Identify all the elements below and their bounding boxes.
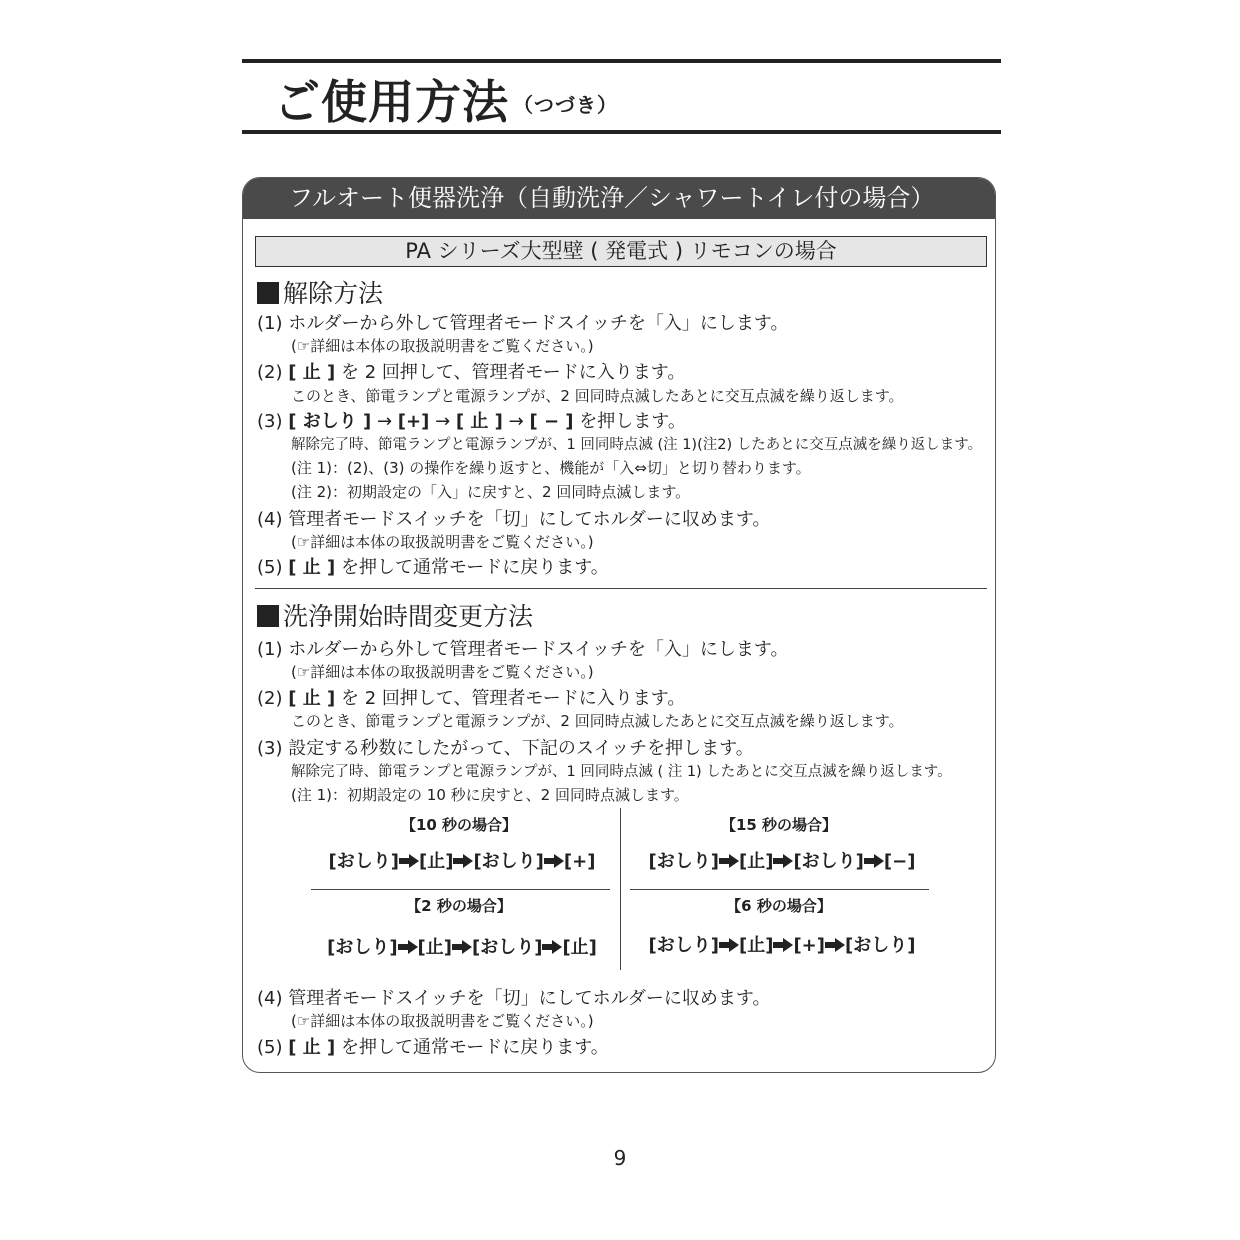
case-title-2s: 【2 秒の場合】 bbox=[406, 897, 512, 915]
case-title-15s: 【15 秒の場合】 bbox=[720, 816, 838, 834]
section2-step1-note: (☞詳細は本体の取扱説明書をご覧ください。) bbox=[291, 663, 594, 681]
section2-step2-note: このとき、節電ランプと電源ランプが、2 回同時点滅したあとに交互点滅を繰り返します。 bbox=[291, 712, 904, 730]
key-label: [おしり] bbox=[845, 935, 916, 956]
arrow-icon: → bbox=[376, 411, 393, 432]
section2-step4 bbox=[257, 984, 770, 1010]
page-title bbox=[274, 66, 618, 132]
section1-title bbox=[257, 274, 383, 310]
step-text: を 2 回押して、管理者モードに入ります。 bbox=[340, 362, 686, 383]
section1-step3-note2: (注 1)：(2)、(3) の操作を繰り返すと、機能が「入⇔切」と切り替わります。 bbox=[291, 459, 811, 477]
square-bullet-icon bbox=[257, 282, 279, 304]
section2-step2 bbox=[257, 684, 685, 710]
section2-step3 bbox=[257, 734, 754, 760]
step-number: (3) bbox=[257, 738, 283, 759]
arrow-icon bbox=[398, 937, 418, 958]
key-label: [+] bbox=[397, 411, 430, 432]
section1-title-text: 解除方法 bbox=[283, 279, 384, 308]
key-label: [ 止 ] bbox=[288, 557, 336, 578]
key-label: [おしり] bbox=[473, 851, 544, 872]
case-title-10s: 【10 秒の場合】 bbox=[400, 816, 518, 834]
key-label: [+] bbox=[793, 935, 825, 956]
arrow-icon bbox=[719, 851, 739, 872]
arrow-icon bbox=[773, 935, 793, 956]
key-label: [+] bbox=[563, 851, 596, 872]
page-title-main: ご使用方法 bbox=[274, 75, 509, 129]
section-divider bbox=[255, 588, 987, 589]
step-text: を 2 回押して、管理者モードに入ります。 bbox=[340, 688, 686, 709]
step-text: 管理者モードスイッチを「切」にしてホルダーに収めます。 bbox=[288, 988, 771, 1009]
section1-step3-note3: (注 2)：初期設定の「入」に戻すと、2 回同時点滅します。 bbox=[291, 483, 691, 501]
key-label: [おしり] bbox=[327, 937, 398, 958]
step-number: (5) bbox=[257, 1037, 283, 1058]
step-text: ホルダーから外して管理者モードスイッチを「入」にします。 bbox=[288, 313, 789, 334]
key-label: [ 止 ] bbox=[288, 1037, 336, 1058]
key-label: [ − ] bbox=[529, 411, 574, 432]
section1-step4-note: (☞詳細は本体の取扱説明書をご覧ください。) bbox=[291, 533, 594, 551]
step-number: (2) bbox=[257, 362, 283, 383]
section2-step1 bbox=[257, 635, 788, 661]
page-title-sub: （つづき） bbox=[513, 93, 618, 117]
sub-header: PA シリーズ大型壁 ( 発電式 ) リモコンの場合 bbox=[255, 236, 987, 267]
sequence-10s bbox=[307, 847, 617, 873]
key-label: [おしり] bbox=[472, 937, 543, 958]
key-label: [ おしり ] bbox=[288, 411, 372, 432]
content-box bbox=[242, 177, 996, 1073]
arrow-icon bbox=[544, 851, 564, 872]
arrow-icon bbox=[825, 935, 845, 956]
sequence-6s bbox=[627, 931, 937, 957]
section1-step3 bbox=[257, 407, 686, 433]
step-text: 設定する秒数にしたがって、下記のスイッチを押します。 bbox=[288, 738, 754, 759]
section2-title-text: 洗浄開始時間変更方法 bbox=[283, 602, 534, 631]
section1-step2 bbox=[257, 358, 685, 384]
arrow-icon bbox=[864, 851, 884, 872]
sequence-divider-right bbox=[630, 889, 929, 890]
section2-step4-note: (☞詳細は本体の取扱説明書をご覧ください。) bbox=[291, 1012, 594, 1030]
arrow-icon bbox=[719, 935, 739, 956]
step-number: (1) bbox=[257, 313, 283, 334]
arrow-icon bbox=[452, 937, 472, 958]
key-label: [おしり] bbox=[328, 851, 399, 872]
section2-title bbox=[257, 597, 533, 633]
key-label: [ 止 ] bbox=[288, 362, 336, 383]
step-number: (3) bbox=[257, 411, 283, 432]
step-number: (4) bbox=[257, 988, 283, 1009]
key-label: [ 止 ] bbox=[455, 411, 503, 432]
key-label: [おしり] bbox=[648, 851, 719, 872]
section1-step1 bbox=[257, 309, 788, 335]
key-label: [止] bbox=[739, 935, 774, 956]
section2-step3-note1: 解除完了時、節電ランプと電源ランプが、1 回同時点滅 ( 注 1) したあとに交互点滅を繰り返します。 bbox=[291, 764, 952, 780]
sequence-2s bbox=[307, 933, 617, 959]
arrow-icon bbox=[399, 851, 419, 872]
arrow-icon bbox=[773, 851, 793, 872]
arrow-icon bbox=[542, 937, 562, 958]
step-text: ホルダーから外して管理者モードスイッチを「入」にします。 bbox=[288, 639, 789, 660]
case-title-6s: 【6 秒の場合】 bbox=[726, 897, 832, 915]
sequence-divider-left bbox=[311, 889, 610, 890]
arrow-icon: → bbox=[435, 411, 451, 432]
square-bullet-icon bbox=[257, 605, 279, 627]
section1-step4 bbox=[257, 505, 770, 531]
key-label: [ 止 ] bbox=[288, 688, 336, 709]
page-number: 9 bbox=[613, 1146, 627, 1170]
key-label: [−] bbox=[883, 851, 916, 872]
step-number: (4) bbox=[257, 509, 283, 530]
section1-step5 bbox=[257, 553, 609, 579]
step-number: (1) bbox=[257, 639, 283, 660]
section2-step3-note2: (注 1)：初期設定の 10 秒に戻すと、2 回同時点滅します。 bbox=[291, 786, 689, 804]
sequence-15s bbox=[627, 847, 937, 873]
section1-step3-note1: 解除完了時、節電ランプと電源ランプが、1 回同時点滅 (注 1)(注2) したあとに交互点滅を繰り返します。 bbox=[291, 437, 983, 453]
key-label: [止] bbox=[417, 937, 452, 958]
step-text: を押して通常モードに戻ります。 bbox=[340, 557, 609, 578]
key-label: [止] bbox=[562, 937, 597, 958]
box-header: フルオート便器洗浄（自動洗浄／シャワートイレ付の場合） bbox=[243, 178, 995, 219]
key-label: [止] bbox=[739, 851, 774, 872]
title-rule-top bbox=[242, 59, 1001, 63]
step-number: (2) bbox=[257, 688, 283, 709]
section1-step2-note: このとき、節電ランプと電源ランプが、2 回同時点滅したあとに交互点滅を繰り返します。 bbox=[291, 387, 904, 405]
key-label: [おしり] bbox=[793, 851, 864, 872]
step-text: 管理者モードスイッチを「切」にしてホルダーに収めます。 bbox=[288, 509, 771, 530]
arrow-icon bbox=[453, 851, 473, 872]
arrow-icon: → bbox=[508, 411, 524, 432]
step-number: (5) bbox=[257, 557, 283, 578]
sequence-divider-vertical bbox=[620, 808, 621, 970]
section1-step1-note: (☞詳細は本体の取扱説明書をご覧ください。) bbox=[291, 337, 594, 355]
key-label: [止] bbox=[419, 851, 454, 872]
key-label: [おしり] bbox=[648, 935, 719, 956]
step-text: を押して通常モードに戻ります。 bbox=[340, 1037, 609, 1058]
title-rule-bottom bbox=[242, 130, 1001, 134]
step-text: を押します。 bbox=[579, 411, 686, 432]
section2-step5 bbox=[257, 1033, 609, 1059]
